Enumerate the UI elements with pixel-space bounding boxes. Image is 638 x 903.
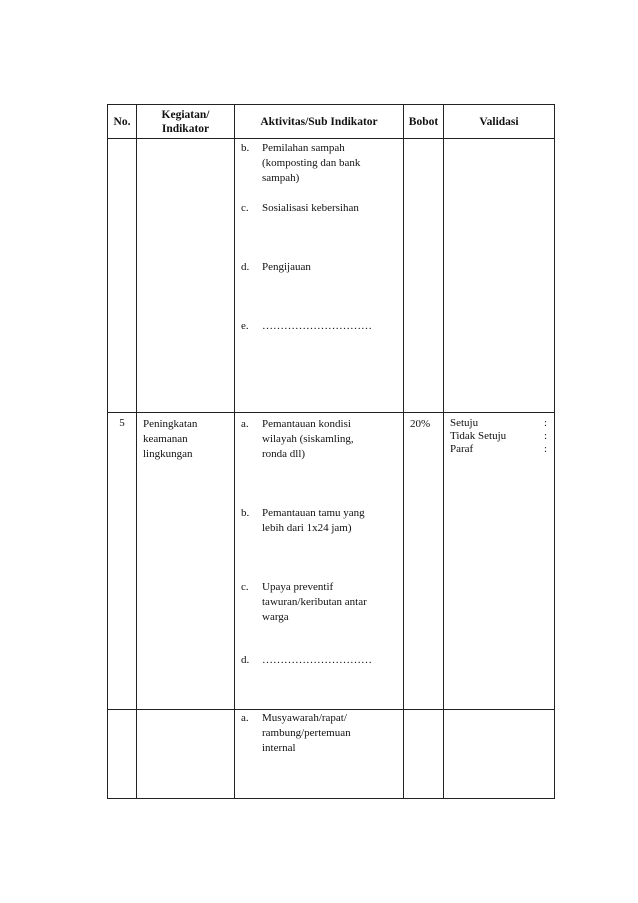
- cell-kegiatan: [137, 139, 235, 413]
- cell-no: [108, 139, 137, 413]
- cell-validasi: [444, 710, 555, 799]
- cell-kegiatan: Peningkatan keamanan lingkungan: [137, 413, 235, 710]
- cell-aktivitas: [235, 139, 404, 413]
- cell-bobot: [404, 139, 444, 413]
- header-kegiatan: Kegiatan/ Indikator: [137, 105, 235, 139]
- table-row: [108, 413, 555, 710]
- validasi-tidak-setuju: Tidak Setuju :: [450, 430, 547, 442]
- list-item: d. …………………………: [241, 654, 372, 666]
- header-validasi: Validasi: [444, 105, 555, 139]
- cell-aktivitas: [235, 710, 404, 799]
- list-item: a. Pemantauan kondisi wilayah (siskamling, ronda dll): [241, 418, 354, 460]
- cell-kegiatan: [137, 710, 235, 799]
- header-aktivitas: Aktivitas/Sub Indikator: [235, 105, 404, 139]
- list-item: b. Pemantauan tamu yang lebih dari 1x24 jam): [241, 507, 365, 534]
- validasi-setuju: Setuju :: [450, 417, 547, 429]
- list-item: d. Pengijauan: [241, 261, 311, 273]
- list-item: c. Sosialisasi kebersihan: [241, 202, 359, 214]
- cell-validasi: [444, 139, 555, 413]
- cell-bobot: [404, 710, 444, 799]
- validasi-paraf: Paraf :: [450, 443, 547, 455]
- list-item: b. Pemilahan sampah (komposting dan bank sampah): [241, 142, 361, 184]
- cell-no: [108, 710, 137, 799]
- validation-table: [107, 104, 555, 799]
- table-header-row: [108, 105, 555, 139]
- cell-validasi: [444, 413, 555, 710]
- list-item: e. …………………………: [241, 320, 372, 332]
- cell-bobot: 20%: [404, 413, 444, 710]
- table-row: [108, 139, 555, 413]
- list-item: a. Musyawarah/rapat/ rambung/pertemuan internal: [241, 712, 351, 754]
- cell-no: 5: [108, 413, 137, 710]
- cell-aktivitas: [235, 413, 404, 710]
- list-item: c. Upaya preventif tawuran/keributan antar warga: [241, 581, 367, 623]
- header-no: No.: [108, 105, 137, 139]
- table-row: [108, 710, 555, 799]
- header-bobot: Bobot: [404, 105, 444, 139]
